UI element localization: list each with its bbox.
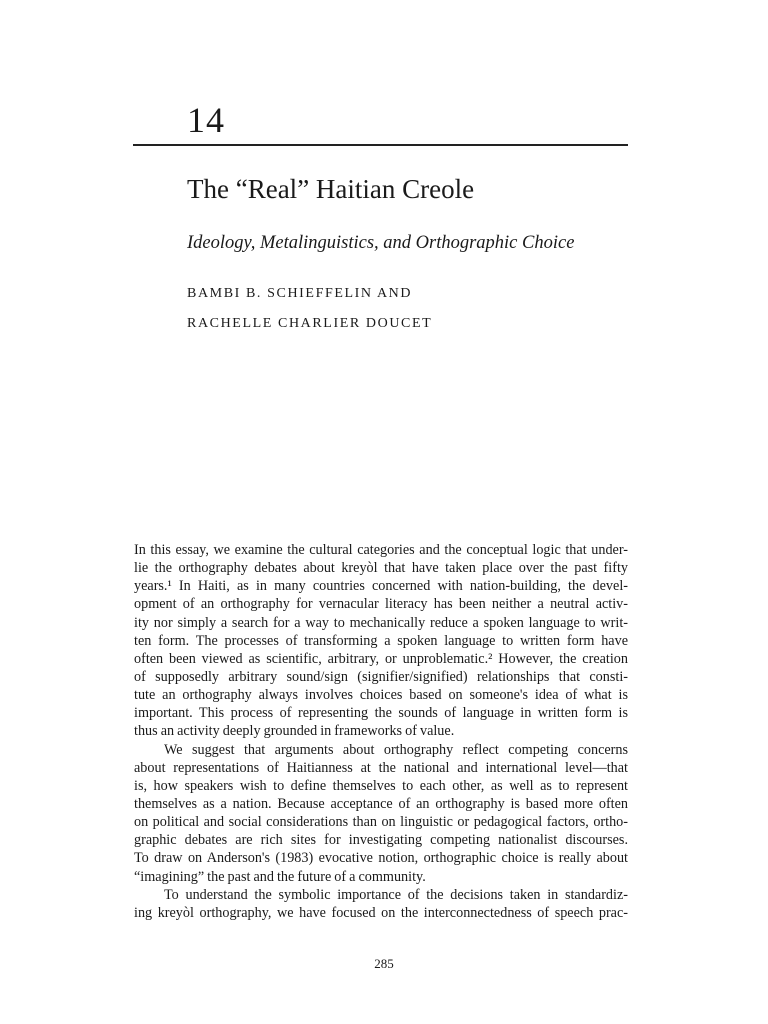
chapter-subtitle: Ideology, Metalinguistics, and Orthographic Choice <box>187 233 575 253</box>
text-line: tute an orthography always involves choices based on someone's idea of what is <box>134 687 628 704</box>
text-line: on political and social considerations than on linguistic or pedagogical factors, ortho- <box>134 814 628 831</box>
text-line: lie the orthography debates about kreyòl that have taken place over the past fifty <box>134 560 628 577</box>
text-line: graphic debates are rich sites for investigating competing nationalist discourses. <box>134 832 628 849</box>
text-line: is, how speakers wish to define themselves to each other, as well as to represent <box>134 777 628 794</box>
text-line: important. This process of representing the sounds of language in written form is <box>134 705 628 722</box>
text-line: We suggest that arguments about orthography reflect competing concerns <box>164 741 628 758</box>
chapter-rule <box>133 144 628 146</box>
author-line: BAMBI B. SCHIEFFELIN AND <box>187 286 413 301</box>
chapter-title: The “Real” Haitian Creole <box>187 174 475 204</box>
text-line: opment of an orthography for vernacular literacy has been neither a neutral activ- <box>134 596 628 613</box>
text-line: years.¹ In Haiti, as in many countries concerned with nation-building, the devel- <box>134 578 628 595</box>
text-line: of supposedly arbitrary sound/sign (signifier/signified) relationships that consti- <box>134 668 628 685</box>
text-line: ten form. The processes of transforming a spoken language to written form have <box>134 632 628 649</box>
page-number: 285 <box>374 956 394 971</box>
text-line: about representations of Haitianness at the national and international level—that <box>134 759 628 776</box>
chapter-number: 14 <box>187 100 225 140</box>
text-line: ity nor simply a search for a way to mechanically reduce a spoken language to writ- <box>134 614 628 631</box>
text-line: “imagining” the past and the future of a community. <box>134 868 426 885</box>
body-text <box>134 541 628 922</box>
text-line: To understand the symbolic importance of the decisions taken in standardiz- <box>164 886 628 903</box>
text-line: thus an activity deeply grounded in frameworks of value. <box>134 723 455 740</box>
text-line: often been viewed as scientific, arbitrary, or unproblematic.² However, the creation <box>134 650 628 667</box>
author-line: RACHELLE CHARLIER DOUCET <box>187 316 433 331</box>
text-line: ing kreyòl orthography, we have focused on the interconnectedness of speech prac- <box>134 904 628 921</box>
text-line: themselves as a nation. Because acceptance of an orthography is based more often <box>134 795 628 812</box>
text-line: To draw on Anderson's (1983) evocative notion, orthographic choice is really about <box>134 850 628 867</box>
text-line: In this essay, we examine the cultural categories and the conceptual logic that under- <box>134 542 628 558</box>
